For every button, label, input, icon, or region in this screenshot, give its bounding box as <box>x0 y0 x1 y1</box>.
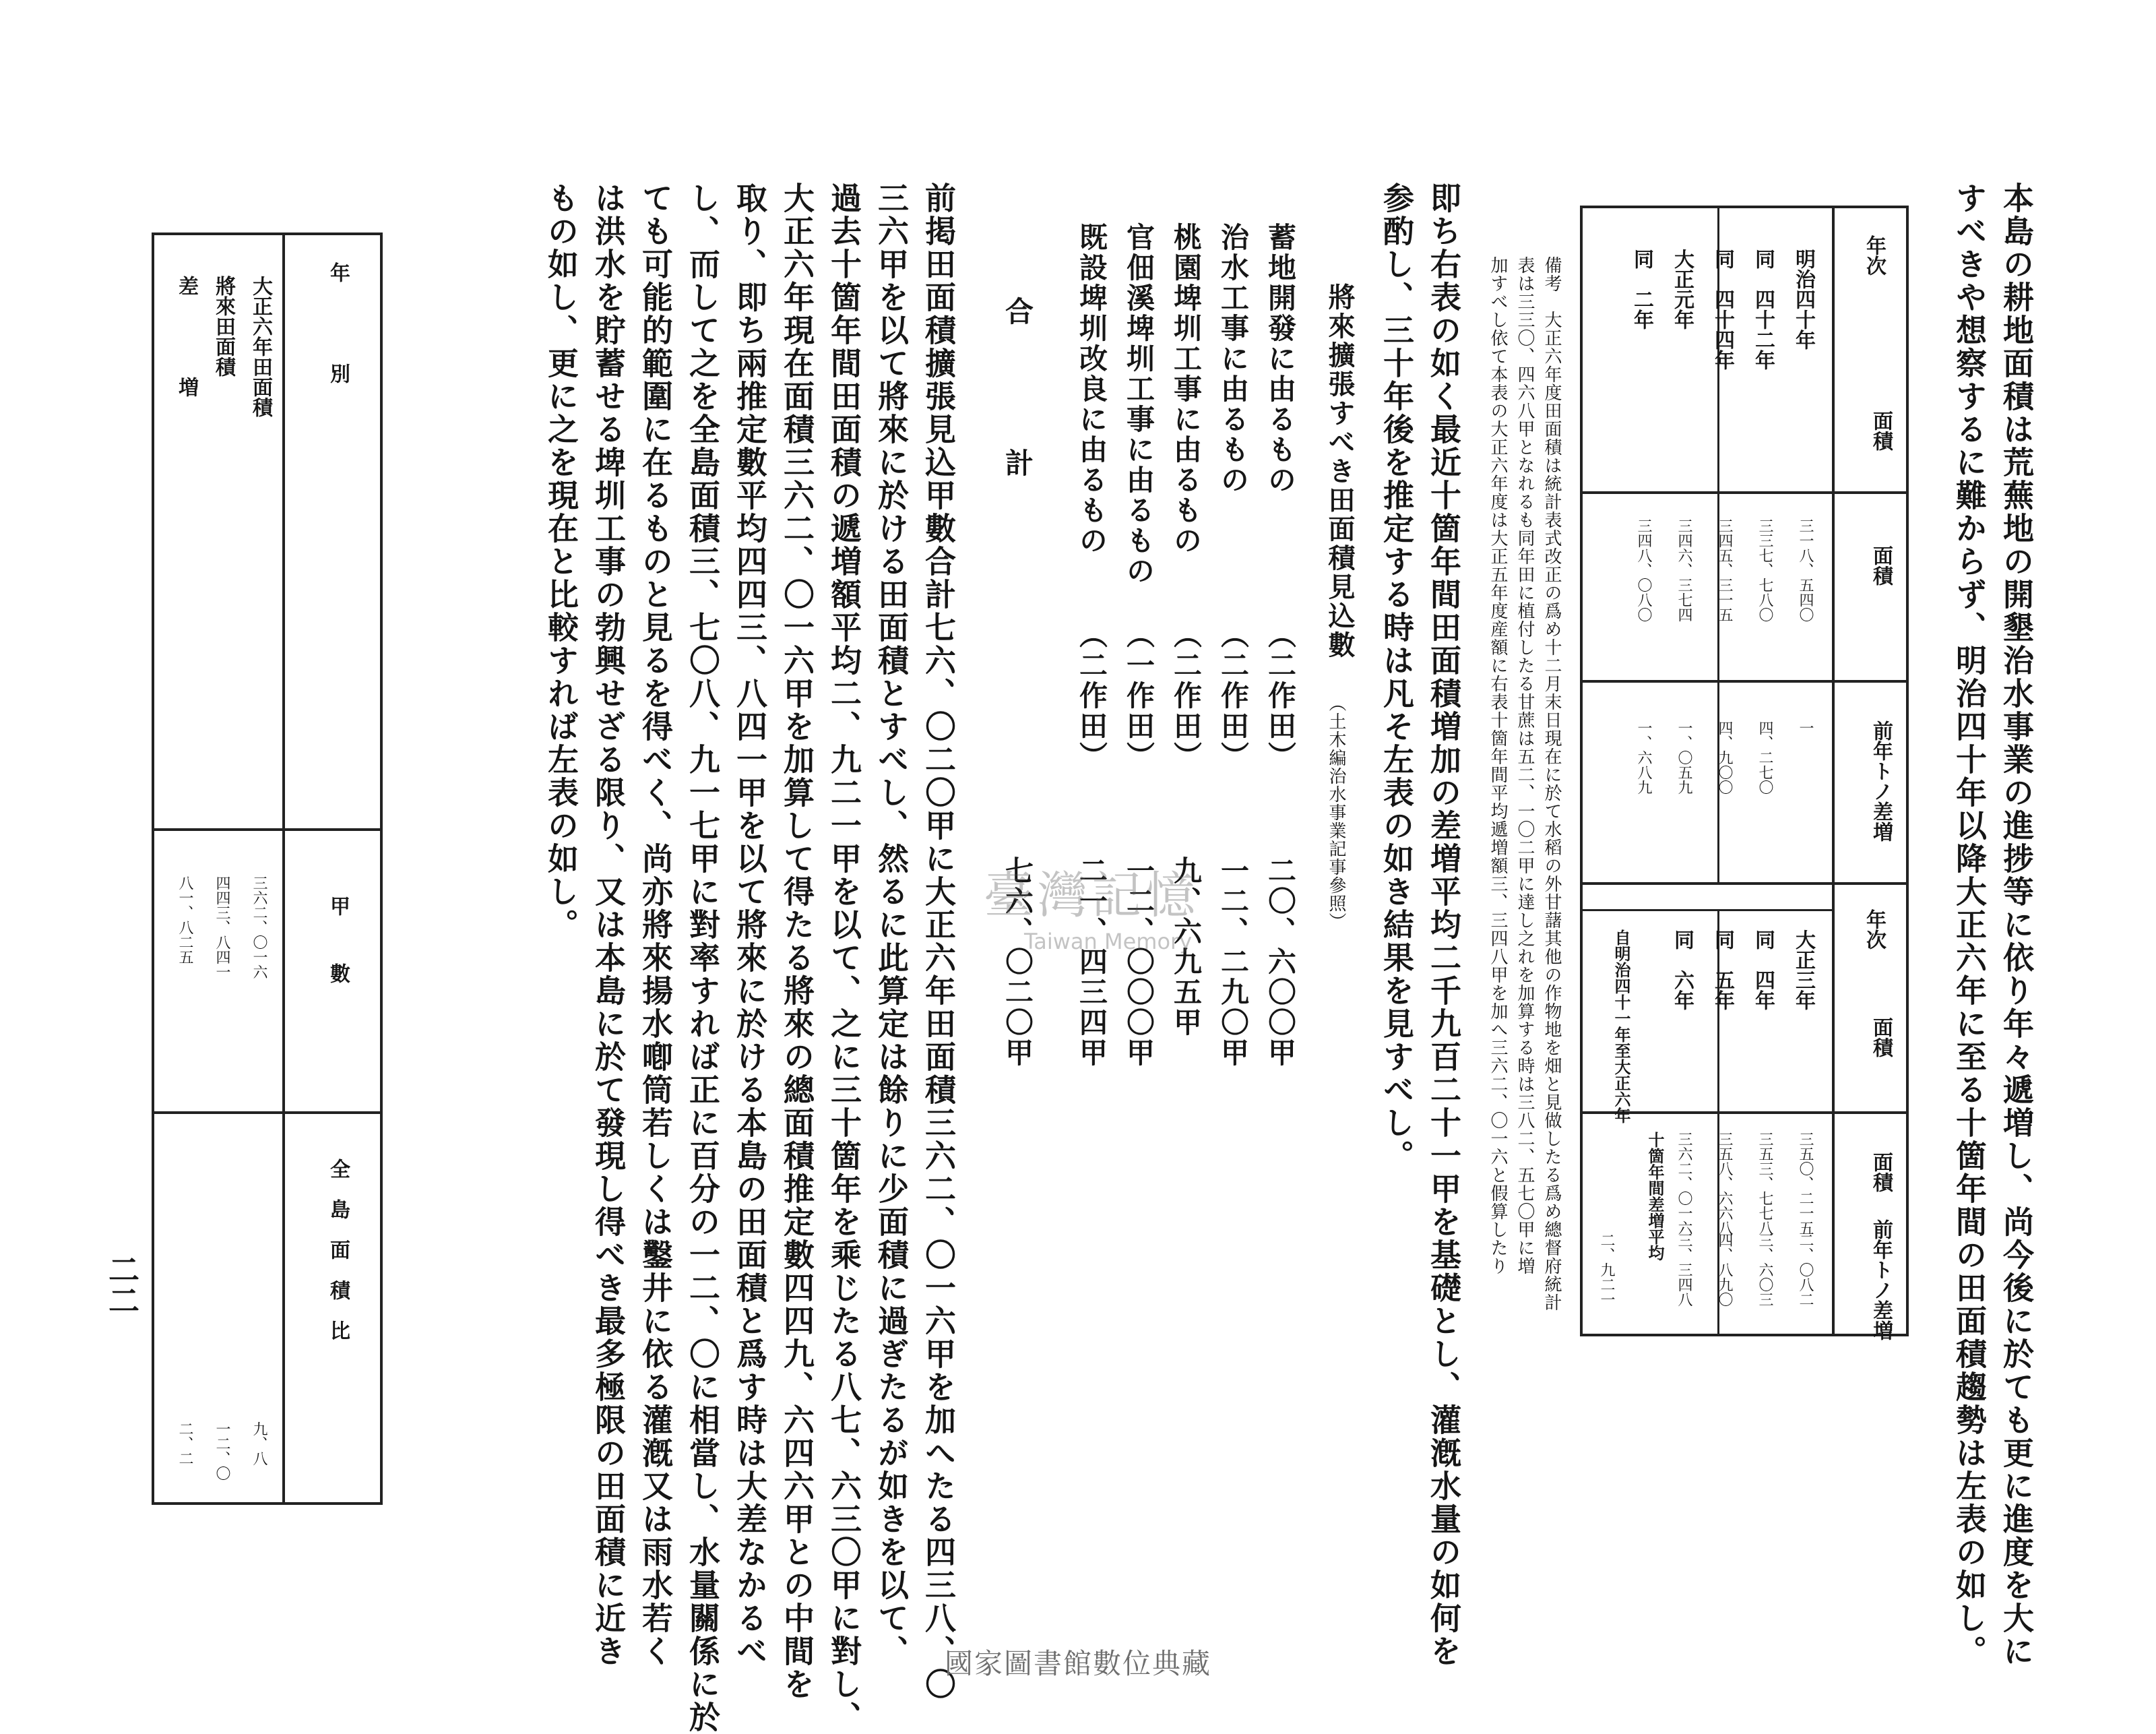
trend-diff-r2: 四、九〇〇 <box>1716 720 1733 795</box>
comparison-header-unit: 甲 <box>326 896 350 916</box>
expansion-label-3: 官佃溪埤圳工事に由るもの <box>1122 222 1155 586</box>
comparison-row-count-0: 三六二、〇一六 <box>251 875 267 979</box>
expansion-note-4: （二作田） <box>1075 620 1108 772</box>
intro-line-2: すべきや想察するに難からず、明治四十年以降大正六年に至る十箇年間の田面積趨勢は左表の如し。 <box>1951 182 1988 1668</box>
expansion-note-0: （二作田） <box>1264 620 1297 772</box>
expansion-value-1: 一二、二九〇甲 <box>1217 856 1250 1068</box>
footer-caption: 國家圖書館數位典藏 <box>944 1647 1211 1680</box>
comparison-row-ratio-0: 九、八 <box>251 1421 267 1466</box>
comparison-header-count: 數 <box>326 963 350 983</box>
comparison-row-label-2: 差 増 <box>175 276 198 397</box>
concl-line-3: 過去十箇年間田面積の遞増額平均二、九二一甲を以て、之に三十箇年を乘じたる八七、六三〇甲に對し、 <box>826 182 862 1734</box>
comparison-row-label-0: 大正六年田面積 <box>249 276 272 417</box>
comparison-row-ratio-1: 一二、〇 <box>214 1421 230 1481</box>
concl-line-9: もの如し、更に之を現在と比較すれば左表の如し。 <box>543 182 579 941</box>
expansion-label-1: 治水工事に由るもの <box>1217 222 1250 495</box>
watermark-subtext: Taiwan Memory <box>1024 929 1193 954</box>
comparison-table <box>152 233 383 1505</box>
trend-area-r2: 三四五、三一五 <box>1716 518 1733 622</box>
trend-area-l3: 三六二、〇一六 <box>1676 1132 1692 1235</box>
remark-line-3: 加すべし依て本表の大正六年度は大正五年度産額に右表十箇年間平均遞増額三、三四八甲を加へ三六二、〇一六と假算したり <box>1488 256 1508 1275</box>
comparison-row-label-1: 將來田面積 <box>212 276 235 377</box>
trend-corner-area-2: 面積 <box>1869 1017 1893 1057</box>
trend-diff-l2: 四、八九〇 <box>1716 1233 1733 1307</box>
expansion-value-2: 九、六九五甲 <box>1170 856 1203 1038</box>
trend-col-area-2: 面積 <box>1869 1152 1893 1192</box>
trend-diff-r0: 一 <box>1797 720 1814 735</box>
comparison-row-count-2: 八一、八二五 <box>177 875 193 964</box>
expansion-label-4: 既設埤圳改良に由るもの <box>1075 222 1108 556</box>
watermark-logo <box>984 856 1199 954</box>
trend-diff-r3: 一、〇五九 <box>1676 720 1692 795</box>
expansion-heading: 將來擴張すべき田面積見込數 <box>1324 283 1356 660</box>
trend-summary-value: 二、九二一 <box>1598 1233 1615 1307</box>
trend-year-l2: 同 五年 <box>1711 929 1734 1010</box>
trend-col-area: 面積 <box>1869 545 1893 586</box>
trend-diff-l1: 三、六〇三 <box>1756 1233 1773 1307</box>
trend-col-diff: 前年トノ差増 <box>1869 720 1893 842</box>
comparison-row-count-1: 四四三、八四一 <box>214 875 230 979</box>
trend-corner-area: 面積 <box>1869 410 1893 451</box>
after-line-1: 即ち右表の如く最近十箇年間田面積増加の差増平均二千九百二十一甲を基礎とし、灌漑水量の如何を <box>1426 182 1462 1668</box>
expansion-note-3: （一作田） <box>1122 620 1155 772</box>
trend-area-r1: 三三七、七八〇 <box>1756 518 1773 622</box>
comparison-header-ratio: 全 島 面 積 比 <box>326 1158 350 1340</box>
page-number: 二二 <box>104 1253 140 1315</box>
concl-line-7: ても可能的範圍に在るものと見るを得べく、尚亦將來揚水喞筒若しくは鑿井に依る灌漑又は雨水若く <box>637 182 674 1668</box>
trend-year-r3: 大正元年 <box>1670 249 1694 330</box>
concl-line-8: は洪水を貯蓄せる埤圳工事の勃興せざる限り、又は本島に於て發現し得べき最多極限の田面積に近き <box>590 182 627 1668</box>
expansion-label-2: 桃園埤圳工事に由るもの <box>1170 222 1203 556</box>
trend-corner-year-2: 年次 <box>1862 909 1886 950</box>
trend-year-l3: 同 六年 <box>1670 929 1694 1010</box>
trend-area-r3: 三四六、三七四 <box>1676 518 1692 622</box>
trend-diff-r4: 一、六八九 <box>1635 720 1652 795</box>
intro-line-1: 本島の耕地面積は荒蕪地の開墾治水事業の進捗等に依り年々遞増し、尚今後に於ても更に進度を大に <box>1998 182 2035 1668</box>
trend-summary-label: 十箇年間差増平均 <box>1645 1132 1665 1261</box>
trend-corner-year: 年次 <box>1862 235 1886 276</box>
remark-line-1: 備考 大正六年度田面積は統計表式改正の爲め十二月末日現在に於て水稻の外甘藷其他の作物地を畑と見做したる爲め總督府統計 <box>1542 256 1562 1311</box>
comparison-header-type: 年 別 <box>326 262 350 383</box>
expansion-total-label: 合 計 <box>1001 297 1034 478</box>
trend-year-l1: 同 四年 <box>1751 929 1775 1010</box>
expansion-value-4: 二一、四三四甲 <box>1075 856 1108 1068</box>
remark-line-2: 表は三三〇、四六八甲となれるも同年田に植付したる甘蔗は五二、一〇二甲に達し之れを加算する時は三八二、五七〇甲に増 <box>1515 256 1535 1275</box>
expansion-label-0: 蓄地開發に由るもの <box>1264 222 1297 495</box>
trend-year-r0: 明治四十年 <box>1792 249 1815 350</box>
expansion-value-3: 一二、〇〇〇甲 <box>1122 856 1155 1068</box>
trend-area-r4: 三四八、〇八〇 <box>1635 518 1652 622</box>
trend-year-l0: 大正三年 <box>1792 929 1815 1010</box>
watermark-text: 臺灣記憶 <box>984 867 1199 925</box>
trend-year-r1: 同 四十二年 <box>1751 249 1775 370</box>
trend-year-r4: 同 二年 <box>1630 249 1653 330</box>
trend-area-r0: 三一八、五四〇 <box>1797 518 1814 622</box>
trend-diff-r1: 四、二七〇 <box>1756 720 1773 795</box>
trend-year-r2: 同 四十四年 <box>1711 249 1734 370</box>
trend-area-l2: 三五八、六六八 <box>1716 1132 1733 1235</box>
concl-line-5: 取り、即ち兩推定數平均四四三、八四一甲を以て將來に於ける本島の田面積と爲す時は大差なかるべ <box>732 182 768 1668</box>
concl-line-6: し、而して之を全島面積三、七〇八、九一七甲に對率すれば正に百分の一二、〇に相當し、水量關係に於 <box>685 182 721 1734</box>
expansion-total-value: 七六、〇二〇甲 <box>1001 856 1034 1068</box>
trend-summary-year: 自明治四十一年至大正六年 <box>1612 929 1631 1123</box>
trend-col-diff-2: 前年トノ差増 <box>1869 1219 1893 1340</box>
after-line-2: 参酌し、三十年後を推定する時は凡そ左表の如き結果を見すべし。 <box>1378 182 1415 1173</box>
comparison-row-ratio-2: 二、二 <box>177 1421 193 1466</box>
trend-diff-l0: 二、〇八二 <box>1797 1233 1814 1307</box>
trend-table <box>1580 206 1909 1340</box>
expansion-note-2: （二作田） <box>1170 620 1203 772</box>
concl-line-2: 三六甲を以て將來に於ける田面積とすべし、然るに此算定は餘りに少面積に過ぎたるが如きを以て、 <box>873 182 910 1668</box>
trend-area-l1: 三五三、七七八 <box>1756 1132 1773 1235</box>
expansion-source: （土木編治水事業記事參照） <box>1326 694 1346 931</box>
concl-line-1: 前掲田面積擴張見込甲數合計七六、〇二〇甲に大正六年田面積三六二、〇一六甲を加へたる四三八、〇 <box>920 182 957 1701</box>
trend-area-l0: 三五〇、二一五 <box>1797 1132 1814 1235</box>
expansion-note-1: （二作田） <box>1217 620 1250 772</box>
concl-line-4: 大正六年現在面積三六二、〇一六甲を加算して得たる將來の總面積推定數四四九、六四六甲との中間を <box>779 182 815 1701</box>
expansion-value-0: 二〇、六〇〇甲 <box>1264 856 1297 1068</box>
trend-diff-l3: 三、三四八 <box>1676 1233 1692 1307</box>
